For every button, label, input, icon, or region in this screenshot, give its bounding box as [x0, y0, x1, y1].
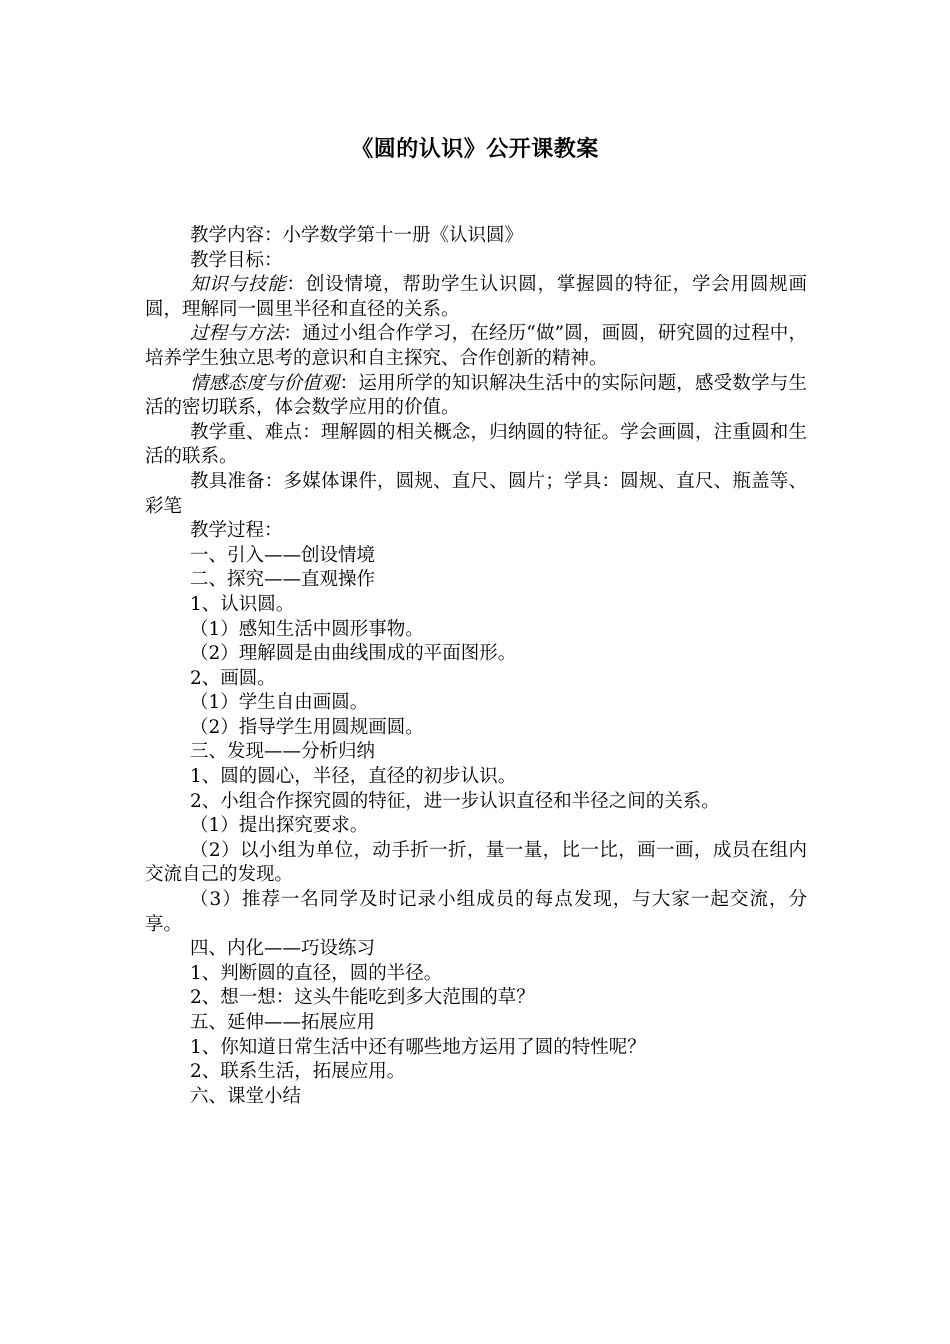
objective-process-label: 过程与方法	[190, 323, 284, 345]
list-item: （1）感知生活中圆形事物。	[190, 618, 424, 640]
objective-emotion-text: ：运用所学的知识解决生活中的实际问题，感受数学与生活的密切联系，体会数学应用的价值。	[145, 372, 807, 419]
list-item: 1、判断圆的直径，圆的半径。	[190, 962, 443, 984]
objective-emotion-label: 情感态度与价值观	[190, 372, 340, 394]
list-item: （1）提出探究要求。	[190, 815, 369, 837]
list-item: 2、画圆。	[190, 667, 276, 689]
section-discover: 三、发现——分析归纳	[190, 741, 376, 763]
objective-emotion	[145, 372, 807, 421]
section-intro: 一、引入——创设情境	[190, 544, 376, 566]
key-points: 教学重、难点：理解圆的相关概念，归纳圆的特征。学会画圆，注重圆和生活的联系。	[145, 421, 807, 468]
section-summary: 六、课堂小结	[190, 1085, 302, 1107]
section-explore: 二、探究——直观操作	[190, 569, 376, 591]
list-item: （2）理解圆是由曲线围成的平面图形。	[190, 643, 517, 665]
section-internalize: 四、内化——巧设练习	[190, 938, 376, 960]
list-item: 1、圆的圆心，半径，直径的初步认识。	[190, 766, 517, 788]
list-item: 1、认识圆。	[190, 593, 295, 615]
process-heading: 教学过程：	[190, 520, 283, 542]
list-item: 2、联系生活，拓展应用。	[190, 1061, 406, 1083]
document-title: 《圆的认识》公开课教案	[351, 137, 599, 162]
objective-process	[145, 322, 807, 371]
list-item: （2）以小组为单位，动手折一折，量一量，比一比，画一画，成员在组内交流自己的发现。	[145, 839, 807, 886]
list-item: 2、小组合作探究圆的特征，进一步认识直径和半径之间的关系。	[190, 790, 720, 812]
objective-process-text: ：通过小组合作学习，在经历“做”圆，画圆，研究圆的过程中，培养学生独立思考的意识和自主探究、合作创新的精神。	[145, 323, 807, 369]
list-item: （3）推荐一名同学及时记录小组成员的每点发现，与大家一起交流，分享。	[145, 889, 807, 935]
section-extend: 五、延伸——拓展应用	[190, 1012, 376, 1033]
teaching-content: 教学内容：小学数学第十一册《认识圆》	[190, 225, 524, 246]
list-item: 1、你知道日常生活中还有哪些地方运用了圆的特性呢？	[190, 1036, 646, 1058]
objective-knowledge	[145, 273, 807, 322]
document-body	[145, 224, 807, 1109]
objective-knowledge-label: 知识与技能	[190, 274, 287, 296]
materials: 教具准备：多媒体课件，圆规、直尺、圆片；学具：圆规、直尺、瓶盖等、彩笔	[145, 470, 807, 517]
objectives-heading: 教学目标：	[190, 249, 283, 271]
list-item: （2）指导学生用圆规画圆。	[190, 716, 424, 738]
objective-knowledge-text: ：创设情境，帮助学生认识圆，掌握圆的特征，学会用圆规画圆，理解同一圆里半径和直径的关系。	[145, 274, 807, 320]
list-item: 2、想一想：这头牛能吃到多大范围的草？	[190, 987, 535, 1009]
list-item: （1）学生自由画圆。	[190, 692, 369, 714]
